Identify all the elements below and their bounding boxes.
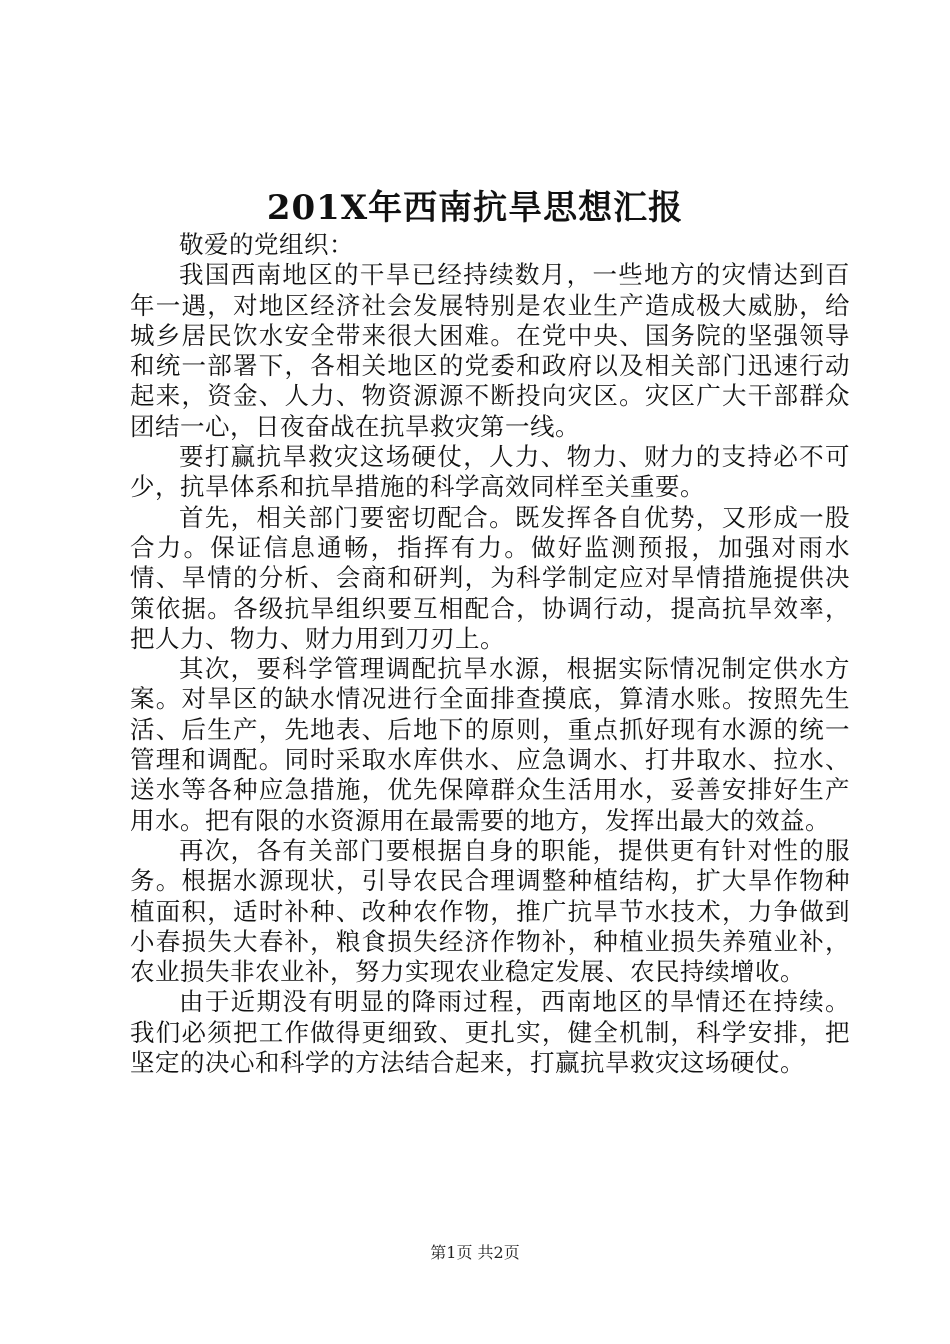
salutation: 敬爱的党组织：: [179, 230, 354, 259]
paragraph-5: 再次，各有关部门要根据自身的职能，提供更有针对性的服务。根据水源现状，引导农民合理调整种植结构，扩大旱作物种植面积，适时补种、改种农作物，推广抗旱节水技术，力争做到小春损失大春补，粮食损失经济作物补，种植业损失养殖业补，农业损失非农业补，努力实现农业稳定发展、农民持续增收。: [130, 835, 850, 987]
document-title: 201X年西南抗旱思想汇报: [266, 188, 684, 228]
paragraph-3: 首先，相关部门要密切配合。既发挥各自优势，又形成一股合力。保证信息通畅，指挥有力。做好监测预报，加强对雨水情、旱情的分析、会商和研判，为科学制定应对旱情措施提供决策依据。各级抗旱组织要互相配合，协调行动，提高抗旱效率，把人力、物力、财力用到刀刃上。: [130, 502, 850, 653]
paragraph-4: 其次，要科学管理调配抗旱水源，根据实际情况制定供水方案。对旱区的缺水情况进行全面排查摸底，算清水账。按照先生活、后生产，先地表、后地下的原则，重点抓好现有水源的统一管理和调配。同时采取水库供水、应急调水、打井取水、拉水、送水等各种应急措施，优先保障群众生活用水，妥善安排好生产用水。把有限的水资源用在最需要的地方，发挥出最大的效益。: [130, 654, 850, 835]
paragraph-1: 我国西南地区的干旱已经持续数月，一些地方的灾情达到百年一遇，对地区经济社会发展特别是农业生产造成极大威胁，给城乡居民饮水安全带来很大困难。在党中央、国务院的坚强领导和统一部署下，各相关地区的党委和政府以及相关部门迅速行动起来，资金、人力、物资源源不断投向灾区。灾区广大干部群众团结一心，日夜奋战在抗旱救灾第一线。: [130, 260, 850, 441]
document-body: [130, 230, 850, 1078]
paragraph-6: 由于近期没有明显的降雨过程，西南地区的旱情还在持续。我们必须把工作做得更细致、更扎实，健全机制，科学安排，把坚定的决心和科学的方法结合起来，打赢抗旱救灾这场硬仗。: [130, 987, 850, 1078]
paragraph-2: 要打赢抗旱救灾这场硬仗，人力、物力、财力的支持必不可少，抗旱体系和抗旱措施的科学高效同样至关重要。: [130, 442, 850, 502]
page-number-footer: 第1页 共2页: [430, 1243, 520, 1262]
